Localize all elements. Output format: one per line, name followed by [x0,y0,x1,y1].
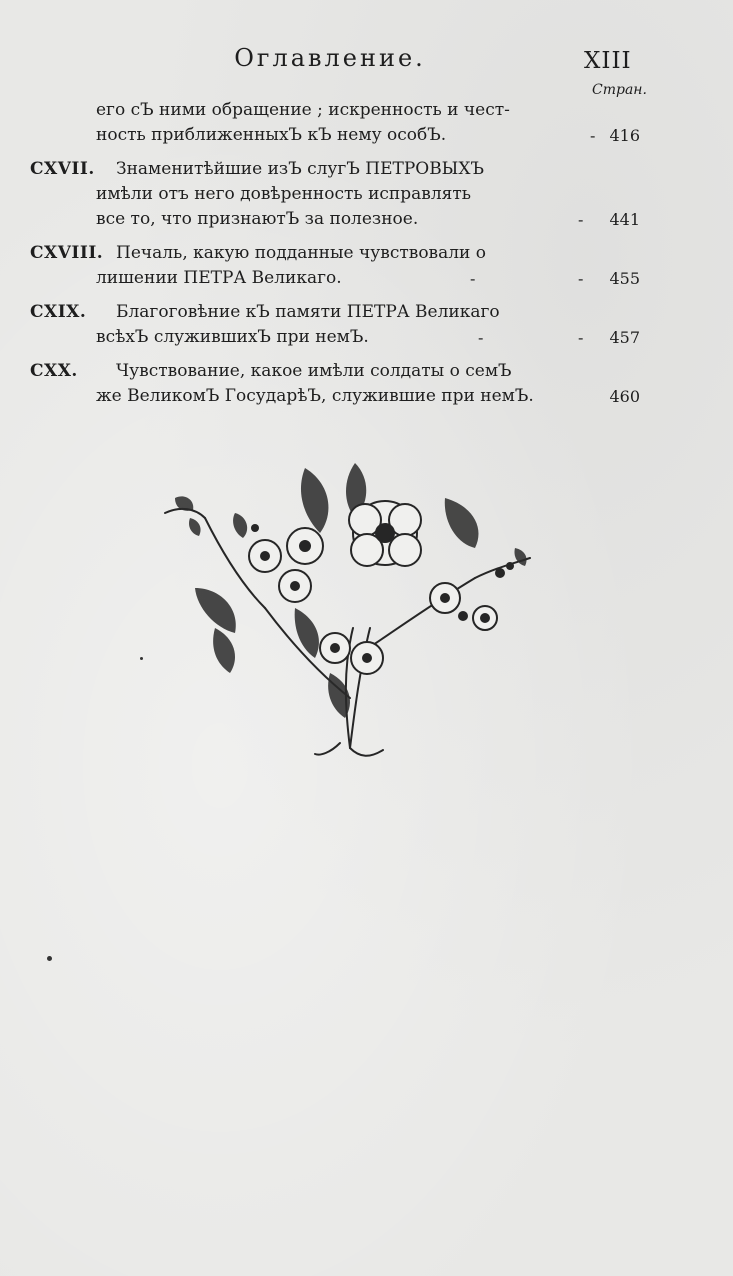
toc-entry-text: все то, что признаютЪ за полезное. [96,209,419,229]
toc-line [30,207,642,232]
toc-page-number: 457 [609,328,640,347]
floral-vignette-icon [155,458,545,768]
toc-entry-text: же ВеликомЪ ГосударѣЪ, служившие при немЪ. [96,386,534,406]
toc-line [30,359,642,384]
ink-speck [47,956,52,961]
leader-dash: - [578,328,584,347]
toc-line [30,384,642,409]
ink-speck [140,657,143,660]
toc-page-number: 455 [609,269,640,288]
toc-entry-text: его сЪ ними обращение ; искренность и чест- [96,100,510,120]
toc-line [30,300,642,325]
toc-line [30,241,642,266]
toc-line [30,157,642,182]
toc-entry-text: всѣхЪ служившихЪ при немЪ. [96,327,369,347]
leader-dash: - [478,328,484,347]
chapter-number: CXX. [30,361,78,381]
page-title: Оглавление. [234,44,426,72]
leader-dash: - [578,210,584,229]
chapter-number: CXVIII. [30,243,104,263]
toc-entry-text: ность приближенныхЪ кЪ нему особЪ. [96,125,447,145]
toc-line [30,325,642,350]
toc-entry-text: Чувствование, какое имѣли солдаты о семЪ [116,361,512,381]
leader-dash: - [578,269,584,288]
toc-entry-text: имѣли отъ него довѣренность исправлять [96,184,472,204]
toc-page-number: 416 [609,126,640,145]
toc-line [30,182,642,207]
chapter-number: CXIX. [30,302,87,322]
toc-entry-text: Благоговѣние кЪ памяти ПЕТРА Великаго [116,302,500,322]
toc-page-number: 441 [609,210,640,229]
toc-line [30,123,642,148]
toc-entry-text: лишении ПЕТРА Великаго. [96,268,342,288]
table-of-contents [30,98,642,409]
page-number: XIII [584,48,632,74]
page-column-heading: Стран. [592,82,647,98]
toc-line [30,98,642,123]
chapter-number: CXVII. [30,159,95,179]
leader-dash: - [470,269,476,288]
toc-entry-text: Знаменитѣйшие изЪ слугЪ ПЕТРОВЫХЪ [116,159,485,179]
toc-page-number: 460 [609,387,640,406]
toc-line [30,266,642,291]
leader-dash: - [590,126,596,145]
toc-entry-text: Печаль, какую подданные чувствовали о [116,243,487,263]
